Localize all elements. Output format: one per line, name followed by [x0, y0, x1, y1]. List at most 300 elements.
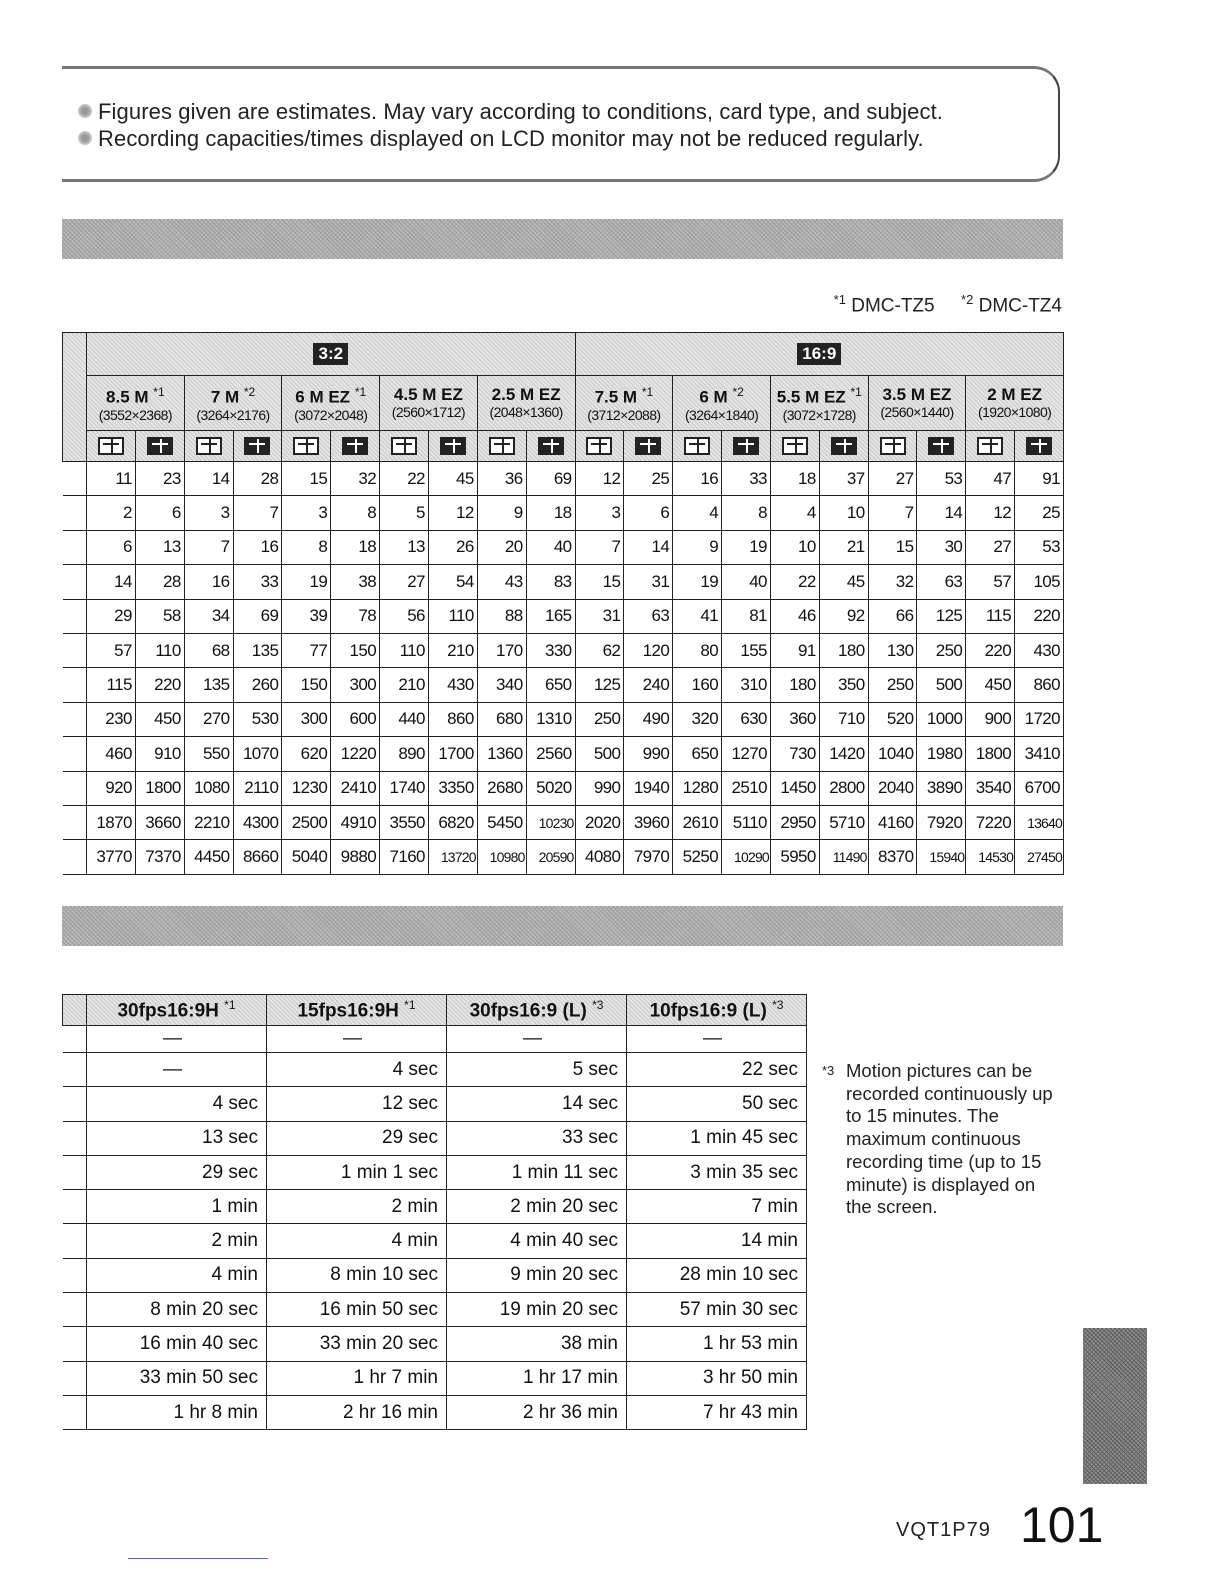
capacity-cell: 53 [917, 462, 966, 496]
capacity-cell: 500 [575, 737, 624, 771]
table-row [63, 1121, 807, 1155]
table-row [63, 1026, 807, 1053]
quality-header-cell [233, 431, 282, 462]
capacity-cell: 8 [722, 496, 771, 530]
capacity-cell: 1700 [428, 737, 477, 771]
capacity-cell: 2110 [233, 771, 282, 805]
resolution-column-header [868, 376, 966, 431]
quality-header-cell [380, 431, 429, 462]
row-label-cell [63, 599, 87, 633]
capacity-cell: 33 [233, 565, 282, 599]
recording-time-cell: 8 min 20 sec [87, 1293, 267, 1327]
capacity-cell: 125 [917, 599, 966, 633]
recording-time-cell: 19 min 20 sec [447, 1293, 627, 1327]
capacity-cell: 15 [575, 565, 624, 599]
capacity-cell: 990 [624, 737, 673, 771]
table-row [63, 840, 1064, 874]
capacity-cell: 16 [673, 462, 722, 496]
table-row [63, 633, 1064, 667]
capacity-cell: 630 [722, 702, 771, 736]
capacity-cell: 105 [1015, 565, 1064, 599]
capacity-cell: 40 [526, 530, 575, 564]
capacity-cell: 7 [868, 496, 917, 530]
capacity-cell: 91 [1015, 462, 1064, 496]
row-label-cell [63, 1361, 87, 1395]
video-mode-label: 10fps16:9 (L) [649, 1000, 767, 1022]
capacity-cell: 10980 [477, 840, 526, 874]
capacity-cell: 450 [966, 668, 1015, 702]
quality-header-cell [1015, 431, 1064, 462]
capacity-cell: 320 [673, 702, 722, 736]
capacity-cell: 23 [135, 462, 184, 496]
table-row [63, 1327, 807, 1361]
capacity-cell: 2500 [282, 805, 331, 839]
capacity-cell: 22 [770, 565, 819, 599]
capacity-cell: 340 [477, 668, 526, 702]
quality-header-cell [770, 431, 819, 462]
capacity-cell: 2610 [673, 805, 722, 839]
table-row [63, 1155, 807, 1189]
quality-header-cell [184, 431, 233, 462]
fine-quality-icon [244, 437, 270, 455]
recording-time-cell: 33 sec [447, 1121, 627, 1155]
recording-time-cell: 2 min 20 sec [447, 1190, 627, 1224]
recording-time-cell: — [627, 1026, 807, 1053]
capacity-cell: 1740 [380, 771, 429, 805]
recording-time-cell: 3 hr 50 min [627, 1361, 807, 1395]
capacity-cell: 3410 [1015, 737, 1064, 771]
capacity-cell: 81 [722, 599, 771, 633]
fine-quality-icon [147, 437, 173, 455]
quality-header-cell [87, 431, 136, 462]
capacity-cell: 650 [673, 737, 722, 771]
capacity-cell: 9880 [331, 840, 380, 874]
aspect-ratio-badge: 3:2 [313, 343, 348, 365]
footnote-mark: *1 [354, 385, 367, 400]
recording-time-cell: 2 min [267, 1190, 447, 1224]
capacity-cell: 1080 [184, 771, 233, 805]
capacity-cell: 83 [526, 565, 575, 599]
quality-header-cell [282, 431, 331, 462]
capacity-cell: 210 [428, 633, 477, 667]
capacity-cell: 9 [477, 496, 526, 530]
row-label-cell [63, 1121, 87, 1155]
bottom-divider [128, 1558, 268, 1559]
capacity-cell: 890 [380, 737, 429, 771]
quality-header-cell [722, 431, 771, 462]
note-estimates: Figures given are estimates. May vary according to conditions, card type, and subject. [100, 99, 943, 125]
capacity-cell: 15 [868, 530, 917, 564]
quality-header-cell [966, 431, 1015, 462]
capacity-cell: 5950 [770, 840, 819, 874]
capacity-cell: 15 [282, 462, 331, 496]
capacity-cell: 550 [184, 737, 233, 771]
quality-header-cell [477, 431, 526, 462]
capacity-cell: 1870 [87, 805, 136, 839]
video-mode-label: 30fps16:9H [117, 1000, 219, 1022]
capacity-cell: 3660 [135, 805, 184, 839]
row-label-cell [63, 840, 87, 874]
capacity-cell: 7 [184, 530, 233, 564]
table-row [63, 1087, 807, 1121]
capacity-cell: 41 [673, 599, 722, 633]
standard-quality-icon [391, 437, 417, 455]
aspect-ratio-badge: 16:9 [797, 343, 841, 365]
row-label-cell [63, 771, 87, 805]
capacity-cell: 77 [282, 633, 331, 667]
capacity-cell: 2040 [868, 771, 917, 805]
capacity-cell: 3 [575, 496, 624, 530]
capacity-cell: 5710 [819, 805, 868, 839]
capacity-cell: 260 [233, 668, 282, 702]
capacity-cell: 10 [819, 496, 868, 530]
capacity-cell: 27 [966, 530, 1015, 564]
megapixel-label: 2 M EZ [987, 385, 1043, 404]
quality-header-cell [868, 431, 917, 462]
footnote-mark: *3 [772, 997, 784, 1012]
capacity-cell: 2410 [331, 771, 380, 805]
capacity-cell: 28 [135, 565, 184, 599]
capacity-cell: 490 [624, 702, 673, 736]
capacity-cell: 88 [477, 599, 526, 633]
capacity-cell: 1800 [135, 771, 184, 805]
capacity-cell: 165 [526, 599, 575, 633]
capacity-cell: 8370 [868, 840, 917, 874]
resolution-column-header [477, 376, 575, 431]
table-row [63, 1053, 807, 1087]
resolution-column-header [282, 376, 380, 431]
capacity-cell: 16 [184, 565, 233, 599]
recording-time-cell: — [447, 1026, 627, 1053]
fine-quality-icon [733, 437, 759, 455]
capacity-cell: 69 [233, 599, 282, 633]
video-mode-header [447, 995, 627, 1026]
capacity-cell: 11 [87, 462, 136, 496]
table-row [63, 805, 1064, 839]
capacity-cell: 62 [575, 633, 624, 667]
resolution-column-header [770, 376, 868, 431]
row-label-cell [63, 1053, 87, 1087]
recording-time-cell: 1 min [87, 1190, 267, 1224]
quality-header-cell [526, 431, 575, 462]
capacity-cell: 7 [233, 496, 282, 530]
recording-time-cell: 2 hr 36 min [447, 1395, 627, 1429]
recording-time-cell: 16 min 40 sec [87, 1327, 267, 1361]
capacity-cell: 34 [184, 599, 233, 633]
recording-time-cell: — [267, 1026, 447, 1053]
capacity-cell: 150 [282, 668, 331, 702]
capacity-cell: 1940 [624, 771, 673, 805]
recording-time-cell: 33 min 50 sec [87, 1361, 267, 1395]
recording-time-cell: 1 hr 17 min [447, 1361, 627, 1395]
capacity-cell: 20590 [526, 840, 575, 874]
capacity-cell: 2020 [575, 805, 624, 839]
capacity-cell: 10290 [722, 840, 771, 874]
capacity-cell: 3890 [917, 771, 966, 805]
capacity-cell: 18 [331, 530, 380, 564]
capacity-cell: 19 [673, 565, 722, 599]
pixel-dimensions: (3072×2048) [294, 406, 368, 423]
capacity-cell: 110 [428, 599, 477, 633]
capacity-cell: 4450 [184, 840, 233, 874]
recording-time-cell: 33 min 20 sec [267, 1327, 447, 1361]
footnote-3: *3 Motion pictures can be recorded continuously up to 15 minutes. The maximum continuous recording time (up to 15 minute) is displayed on the screen. [822, 1060, 1053, 1218]
capacity-cell: 4080 [575, 840, 624, 874]
capacity-cell: 710 [819, 702, 868, 736]
capacity-cell: 4300 [233, 805, 282, 839]
capacity-cell: 8 [282, 530, 331, 564]
table-row [63, 771, 1064, 805]
capacity-cell: 14 [87, 565, 136, 599]
footnote-mark: *3 [592, 997, 604, 1012]
capacity-cell: 10230 [526, 805, 575, 839]
recording-time-cell: 9 min 20 sec [447, 1258, 627, 1292]
document-code: VQT1P79 [896, 1519, 991, 1541]
capacity-cell: 1230 [282, 771, 331, 805]
capacity-cell: 26 [428, 530, 477, 564]
capacity-cell: 330 [526, 633, 575, 667]
recording-time-cell: 4 min 40 sec [447, 1224, 627, 1258]
capacity-cell: 8 [331, 496, 380, 530]
footnote-mark: *2 [243, 385, 256, 400]
capacity-cell: 3540 [966, 771, 1015, 805]
capacity-cell: 115 [87, 668, 136, 702]
capacity-cell: 7160 [380, 840, 429, 874]
capacity-cell: 440 [380, 702, 429, 736]
pixel-dimensions: (3264×2176) [196, 406, 270, 423]
table-row [63, 1293, 807, 1327]
capacity-cell: 58 [135, 599, 184, 633]
capacity-cell: 120 [624, 633, 673, 667]
picture-capacity-table [62, 332, 1064, 875]
capacity-cell: 900 [966, 702, 1015, 736]
bullet-icon [78, 104, 92, 118]
capacity-cell: 860 [1015, 668, 1064, 702]
capacity-cell: 15940 [917, 840, 966, 874]
row-label-cell [63, 1155, 87, 1189]
capacity-cell: 135 [233, 633, 282, 667]
capacity-cell: 14530 [966, 840, 1015, 874]
capacity-cell: 7 [575, 530, 624, 564]
table-row [63, 1361, 807, 1395]
capacity-cell: 310 [722, 668, 771, 702]
video-mode-label: 15fps16:9H [297, 1000, 399, 1022]
fine-quality-icon [440, 437, 466, 455]
capacity-cell: 12 [428, 496, 477, 530]
capacity-cell: 28 [233, 462, 282, 496]
megapixel-label: 2.5 M EZ [491, 385, 561, 404]
megapixel-label: 4.5 M EZ [393, 385, 463, 404]
recording-time-cell: 8 min 10 sec [267, 1258, 447, 1292]
footnote-mark: *1 [404, 997, 416, 1012]
fine-quality-icon [538, 437, 564, 455]
capacity-cell: 2560 [526, 737, 575, 771]
capacity-cell: 38 [331, 565, 380, 599]
capacity-cell: 9 [673, 530, 722, 564]
capacity-cell: 32 [331, 462, 380, 496]
capacity-cell: 13 [135, 530, 184, 564]
motion-picture-time-table [62, 994, 807, 1430]
capacity-cell: 5250 [673, 840, 722, 874]
row-label-cell [63, 1258, 87, 1292]
quality-header-cell [135, 431, 184, 462]
capacity-cell: 57 [966, 565, 1015, 599]
capacity-cell: 10 [770, 530, 819, 564]
row-label-cell [63, 737, 87, 771]
quality-header-cell [428, 431, 477, 462]
quality-header-cell [917, 431, 966, 462]
fine-quality-icon [928, 437, 954, 455]
capacity-cell: 1270 [722, 737, 771, 771]
capacity-cell: 360 [770, 702, 819, 736]
capacity-cell: 37 [819, 462, 868, 496]
recording-time-cell: — [87, 1026, 267, 1053]
capacity-cell: 7970 [624, 840, 673, 874]
capacity-cell: 650 [526, 668, 575, 702]
recording-time-cell: 29 sec [87, 1155, 267, 1189]
row-label-cell [63, 496, 87, 530]
capacity-cell: 30 [917, 530, 966, 564]
capacity-cell: 910 [135, 737, 184, 771]
capacity-cell: 125 [575, 668, 624, 702]
pixel-dimensions: (1920×1080) [978, 404, 1052, 420]
capacity-cell: 1420 [819, 737, 868, 771]
capacity-cell: 730 [770, 737, 819, 771]
capacity-cell: 430 [1015, 633, 1064, 667]
resolution-column-header [184, 376, 282, 431]
capacity-cell: 19 [722, 530, 771, 564]
row-label-cell [63, 633, 87, 667]
capacity-cell: 220 [966, 633, 1015, 667]
capacity-cell: 1070 [233, 737, 282, 771]
pixel-dimensions: (3712×2088) [587, 406, 661, 423]
capacity-cell: 250 [575, 702, 624, 736]
capacity-cell: 6700 [1015, 771, 1064, 805]
row-label-cell [63, 462, 87, 496]
capacity-cell: 5040 [282, 840, 331, 874]
standard-quality-icon [977, 437, 1003, 455]
table-row [63, 530, 1064, 564]
recording-time-cell: 2 hr 16 min [267, 1395, 447, 1429]
quality-header-cell [673, 431, 722, 462]
standard-quality-icon [880, 437, 906, 455]
recording-time-cell: 1 min 1 sec [267, 1155, 447, 1189]
capacity-cell: 520 [868, 702, 917, 736]
capacity-cell: 230 [87, 702, 136, 736]
table-row [63, 565, 1064, 599]
row-label-cell [63, 1395, 87, 1429]
aspect-group-header [87, 333, 576, 376]
standard-quality-icon [196, 437, 222, 455]
capacity-cell: 5 [380, 496, 429, 530]
capacity-cell: 63 [917, 565, 966, 599]
capacity-cell: 69 [526, 462, 575, 496]
capacity-cell: 13720 [428, 840, 477, 874]
megapixel-label: 7.5 M [594, 387, 638, 407]
capacity-cell: 36 [477, 462, 526, 496]
capacity-cell: 2210 [184, 805, 233, 839]
recording-time-cell: 2 min [87, 1224, 267, 1258]
row-label-cell [63, 668, 87, 702]
video-mode-header [87, 995, 267, 1026]
recording-time-cell: 12 sec [267, 1087, 447, 1121]
megapixel-label: 8.5 M [106, 387, 149, 407]
table-row [63, 599, 1064, 633]
capacity-cell: 4910 [331, 805, 380, 839]
table-row [63, 1224, 807, 1258]
table-corner-cell [63, 995, 87, 1026]
capacity-cell: 56 [380, 599, 429, 633]
megapixel-label: 6 M [699, 387, 728, 407]
footnote-mark: *1 [224, 997, 236, 1012]
capacity-cell: 40 [722, 565, 771, 599]
capacity-cell: 4 [770, 496, 819, 530]
fine-quality-icon [342, 437, 368, 455]
capacity-cell: 20 [477, 530, 526, 564]
standard-quality-icon [586, 437, 612, 455]
capacity-cell: 270 [184, 702, 233, 736]
recording-time-cell: 14 min [627, 1224, 807, 1258]
pixel-dimensions: (2560×1712) [391, 404, 465, 420]
row-label-cell [63, 1327, 87, 1361]
note-lcd: Recording capacities/times displayed on LCD monitor may not be reduced regularly. [100, 126, 924, 152]
capacity-cell: 1280 [673, 771, 722, 805]
recording-time-cell: 28 min 10 sec [627, 1258, 807, 1292]
recording-time-cell: 57 min 30 sec [627, 1293, 807, 1327]
table-row [63, 462, 1064, 496]
capacity-cell: 3550 [380, 805, 429, 839]
capacity-cell: 135 [184, 668, 233, 702]
capacity-cell: 45 [428, 462, 477, 496]
fine-quality-icon [1026, 437, 1052, 455]
capacity-cell: 13 [380, 530, 429, 564]
capacity-cell: 6 [87, 530, 136, 564]
capacity-cell: 1720 [1015, 702, 1064, 736]
capacity-cell: 170 [477, 633, 526, 667]
capacity-cell: 27450 [1015, 840, 1064, 874]
capacity-cell: 31 [624, 565, 673, 599]
table-row [63, 1190, 807, 1224]
recording-time-cell: 13 sec [87, 1121, 267, 1155]
pixel-dimensions: (2560×1440) [880, 404, 954, 420]
capacity-cell: 32 [868, 565, 917, 599]
capacity-cell: 7220 [966, 805, 1015, 839]
capacity-cell: 3 [184, 496, 233, 530]
capacity-cell: 46 [770, 599, 819, 633]
capacity-cell: 3770 [87, 840, 136, 874]
recording-time-cell: 1 hr 7 min [267, 1361, 447, 1395]
standard-quality-icon [684, 437, 710, 455]
standard-quality-icon [782, 437, 808, 455]
megapixel-label: 3.5 M EZ [882, 385, 952, 404]
capacity-cell: 2950 [770, 805, 819, 839]
capacity-cell: 3 [282, 496, 331, 530]
capacity-cell: 4160 [868, 805, 917, 839]
capacity-cell: 68 [184, 633, 233, 667]
capacity-cell: 21 [819, 530, 868, 564]
capacity-cell: 18 [770, 462, 819, 496]
capacity-cell: 620 [282, 737, 331, 771]
capacity-cell: 54 [428, 565, 477, 599]
recording-time-cell: 1 hr 8 min [87, 1395, 267, 1429]
row-label-cell [63, 1293, 87, 1327]
footnote-mark: *1 [850, 385, 862, 400]
recording-time-cell: 4 sec [87, 1087, 267, 1121]
side-tab-marker [1083, 1328, 1147, 1484]
recording-time-cell: 50 sec [627, 1087, 807, 1121]
recording-time-cell: 22 sec [627, 1053, 807, 1087]
capacity-cell: 14 [624, 530, 673, 564]
